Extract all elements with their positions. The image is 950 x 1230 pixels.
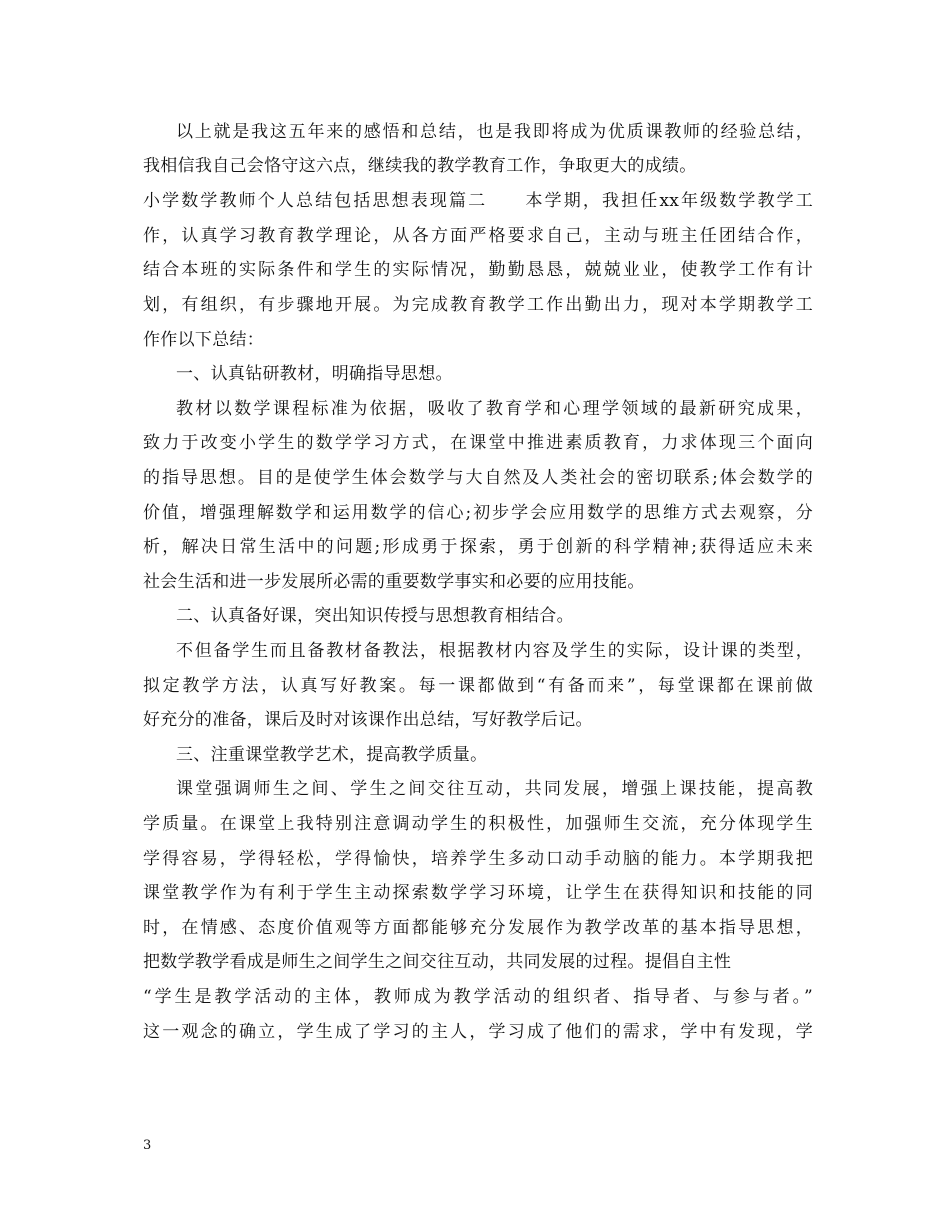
text-line: 把数学教学看成是师生之间学生之间交往互动，共同发展的过程。提倡自主性	[143, 952, 732, 972]
text-line: 学质量。在课堂上我特别注意调动学生的积极性，加强师生交流，充分体现学生	[143, 814, 813, 834]
text-line: 课堂教学作为有利于学生主动探索数学学习环境，让学生在获得知识和技能的同	[143, 883, 813, 903]
section-heading: 二、认真备好课，突出知识传授与思想教育相结合。	[176, 606, 574, 626]
text-line: 划，有组织，有步骤地开展。为完成教育教学工作出勤出力，现对本学期教学工	[143, 295, 813, 315]
text-line: 拟定教学方法，认真写好教案。每一课都做到“有备而来”，每堂课都在课前做	[143, 676, 813, 696]
page-number: 3	[143, 1138, 152, 1153]
text-line: 作作以下总结：	[143, 330, 265, 350]
text-line: 作，认真学习教育教学理论，从各方面严格要求自己，主动与班主任团结合作，	[143, 226, 813, 246]
text-line: 致力于改变小学生的数学学习方式，在课堂中推进素质教育，力求体现三个面向	[143, 433, 813, 453]
text-line: 的指导思想。目的是使学生体会数学与大自然及人类社会的密切联系;体会数学的	[143, 468, 813, 488]
text-line: 社会生活和进一步发展所必需的重要数学事实和必要的应用技能。	[143, 572, 645, 592]
text-line: 结合本班的实际条件和学生的实际情况，勤勤恳恳，兢兢业业，使教学工作有计	[143, 260, 813, 280]
text-line: 价值，增强理解数学和运用数学的信心;初步学会应用数学的思维方式去观察，分	[143, 503, 813, 523]
text-line: 学得容易，学得轻松，学得愉快，培养学生多动口动手动脑的能力。本学期我把	[143, 849, 813, 869]
section-heading: 三、注重课堂教学艺术，提高教学质量。	[176, 745, 488, 765]
text-line: 不但备学生而且备教材备教法，根据教材内容及学生的实际，设计课的类型，	[176, 641, 813, 661]
text-line: “学生是教学活动的主体，教师成为教学活动的组织者、指导者、与参与者。”	[143, 987, 813, 1007]
text-line: 析，解决日常生活中的问题;形成勇于探索，勇于创新的科学精神;获得适应未来	[143, 537, 813, 557]
section-heading: 一、认真钻研教材，明确指导思想。	[176, 364, 453, 384]
text-line: 好充分的准备，课后及时对该课作出总结，写好教学后记。	[143, 710, 593, 730]
text-line: 时，在情感、态度价值观等方面都能够充分发展作为教学改革的基本指导思想，	[143, 918, 813, 938]
text-line: 教材以数学课程标准为依据，吸收了教育学和心理学领域的最新研究成果，	[176, 399, 813, 419]
text-line: 小学数学教师个人总结包括思想表现篇二 本学期，我担任xx年级数学教学工	[143, 191, 813, 211]
text-line: 这一观念的确立，学生成了学习的主人，学习成了他们的需求，学中有发现，学	[143, 1022, 813, 1042]
text-line: 以上就是我这五年来的感悟和总结，也是我即将成为优质课教师的经验总结，	[176, 122, 813, 142]
text-line: 我相信我自己会恪守这六点，继续我的教学教育工作，争取更大的成绩。	[143, 156, 697, 176]
text-line: 课堂强调师生之间、学生之间交往互动，共同发展，增强上课技能，提高教	[176, 779, 813, 799]
